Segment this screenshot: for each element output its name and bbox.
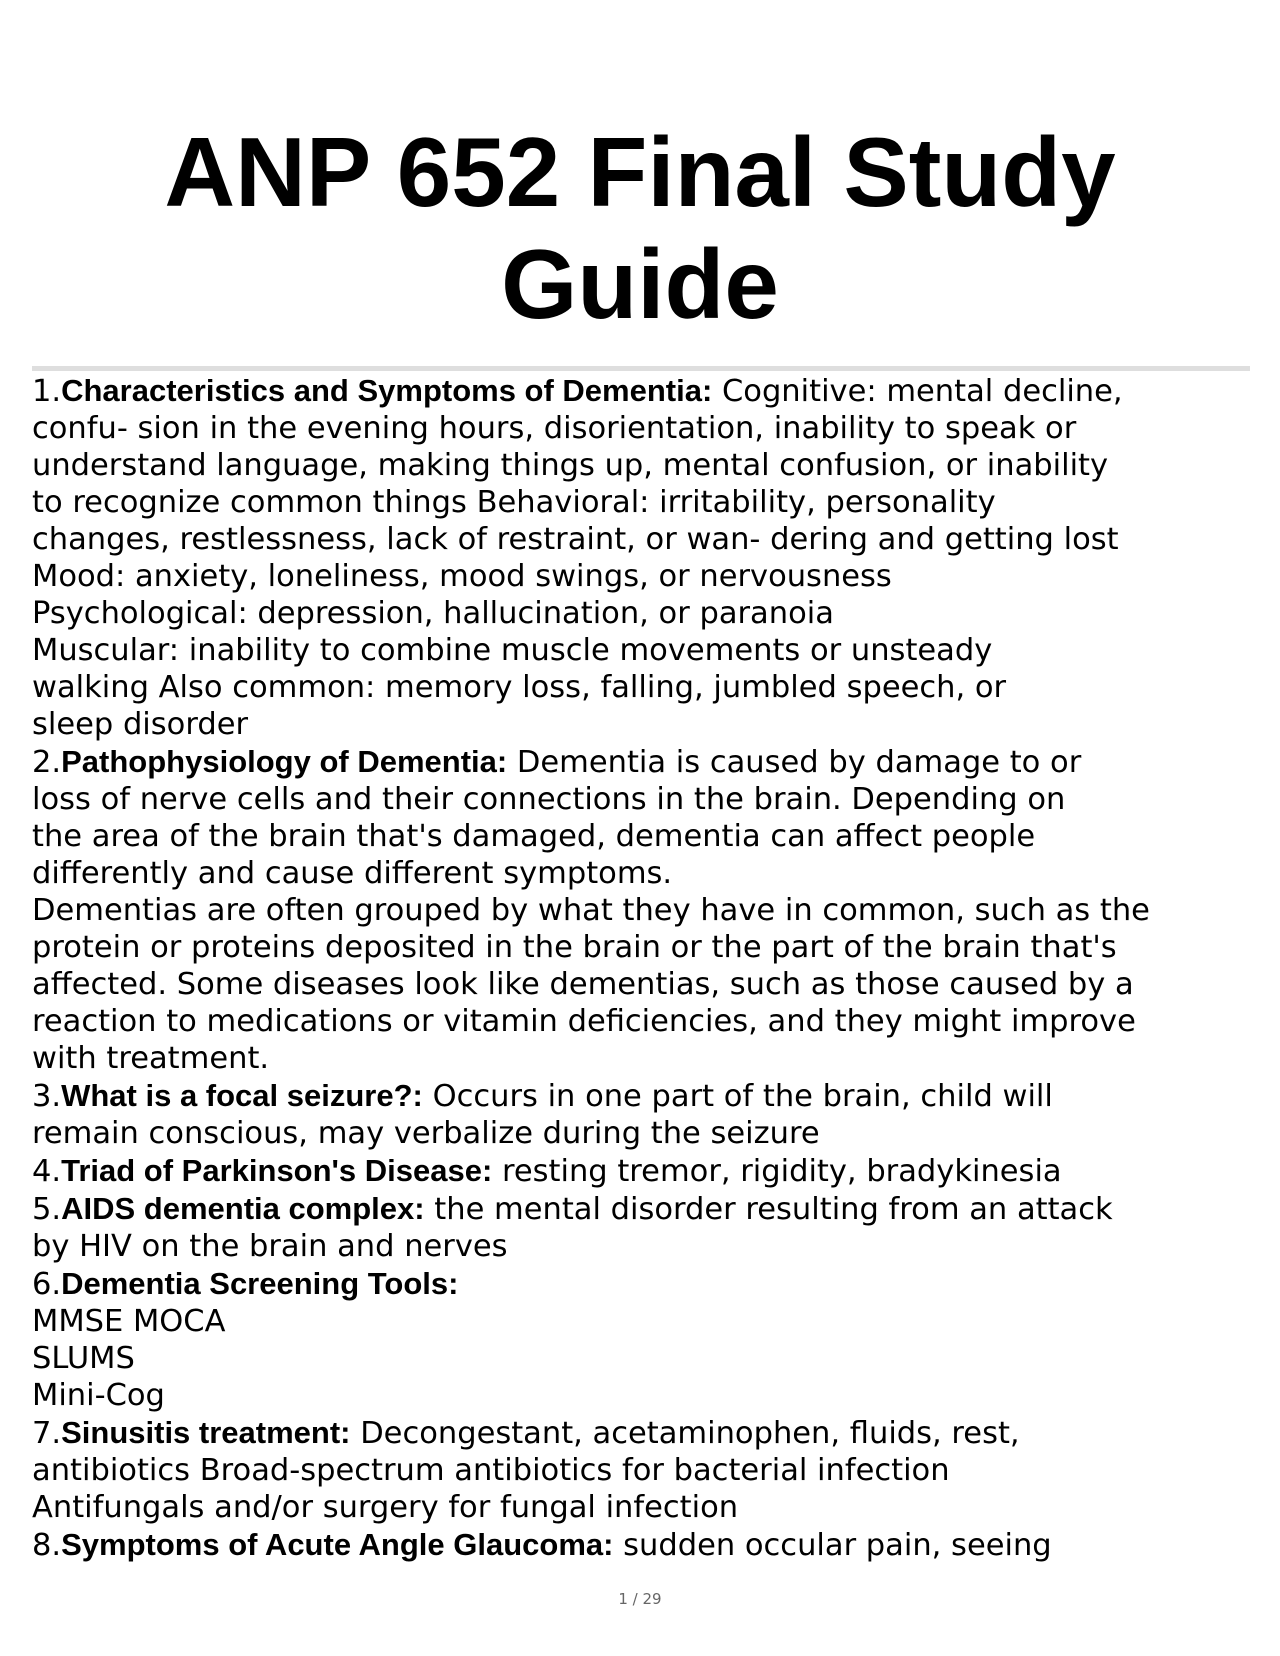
list-item <box>32 1190 1272 1265</box>
list-item-term: Pathophysiology of Dementia: <box>61 744 508 779</box>
list-item-text-line: by HIV on the brain and nerves <box>32 1229 508 1264</box>
list-item-text-line: Mood: anxiety, loneliness, mood swings, or nervousness <box>32 559 892 594</box>
list-item-text-line: Dementias are often grouped by what they have in common, such as the <box>32 893 1150 928</box>
list-item <box>32 1152 1272 1190</box>
list-item-text-line: Psychological: depression, hallucination, or paranoia <box>32 596 834 631</box>
list-item-text-line: Mini-Cog <box>32 1378 165 1413</box>
list-item-heading-line <box>32 372 1272 410</box>
list-item-text-line: confu- sion in the evening hours, disorientation, inability to speak or <box>32 411 1077 446</box>
page-indicator: 1 / 29 <box>618 1590 662 1608</box>
list-item-heading-line <box>32 1152 1272 1190</box>
list-item-text-line: loss of nerve cells and their connections in the brain. Depending on <box>32 782 1066 817</box>
study-guide-list <box>32 372 1272 1564</box>
list-item-number: 3. <box>32 1079 62 1114</box>
list-item-number: 8. <box>32 1528 62 1563</box>
list-item-text-line: protein or proteins deposited in the brain or the part of the brain that's <box>32 930 1117 965</box>
list-item-text-line: sleep disorder <box>32 707 249 742</box>
list-item-term: Dementia Screening Tools: <box>61 1266 459 1301</box>
list-item <box>32 743 1272 1077</box>
list-item-number: 4. <box>32 1154 62 1189</box>
list-item-heading-line <box>32 1414 1272 1452</box>
list-item-term: Symptoms of Acute Angle Glaucoma: <box>61 1527 614 1562</box>
title-line-2: Guide <box>501 229 779 339</box>
list-item-term: AIDS dementia complex: <box>61 1191 425 1226</box>
list-item-text-line: affected. Some diseases look like dementias, such as those caused by a <box>32 967 1134 1002</box>
list-item-number: 5. <box>32 1192 62 1227</box>
list-item <box>32 1077 1272 1152</box>
list-item-text-line: differently and cause different symptoms. <box>32 856 673 891</box>
list-item-text: Decongestant, acetaminophen, fluids, rest, <box>350 1416 1020 1451</box>
list-item-text: sudden occular pain, seeing <box>613 1528 1052 1563</box>
list-item-text-line: Muscular: inability to combine muscle movements or unsteady <box>32 633 993 668</box>
list-item-text-line: understand language, making things up, mental confusion, or inability <box>32 448 1109 483</box>
list-item-text-line: Antifungals and/or surgery for fungal infection <box>32 1490 739 1525</box>
list-item-text-line: changes, restlessness, lack of restraint, or wan- dering and getting lost <box>32 522 1119 557</box>
list-item <box>32 1414 1272 1526</box>
list-item-heading-line <box>32 1265 1272 1303</box>
list-item-text-line: the area of the brain that's damaged, dementia can affect people <box>32 819 1036 854</box>
list-item-text-line: MMSE MOCA <box>32 1304 226 1339</box>
document-title <box>100 116 1180 340</box>
list-item-number: 1. <box>32 374 62 409</box>
list-item-heading-line <box>32 743 1272 781</box>
list-item-number: 7. <box>32 1416 62 1451</box>
list-item <box>32 372 1272 743</box>
list-item-text-line: walking Also common: memory loss, falling, jumbled speech, or <box>32 670 1007 705</box>
list-item-heading-line <box>32 1526 1272 1564</box>
list-item-text-line: SLUMS <box>32 1341 135 1376</box>
title-line-1: ANP 652 Final Study <box>164 117 1116 227</box>
list-item-term: Triad of Parkinson's Disease: <box>61 1153 493 1188</box>
list-item-text: resting tremor, rigidity, bradykinesia <box>492 1154 1062 1189</box>
list-item-number: 2. <box>32 745 62 780</box>
list-item-heading-line <box>32 1077 1272 1115</box>
title-divider <box>32 366 1250 371</box>
list-item-text-line: with treatment. <box>32 1041 270 1076</box>
list-item-text: Cognitive: mental decline, <box>712 374 1123 409</box>
list-item-text: the mental disorder resulting from an attack <box>424 1192 1113 1227</box>
list-item-term: Sinusitis treatment: <box>61 1415 351 1450</box>
list-item-text-line: to recognize common things Behavioral: irritability, personality <box>32 485 996 520</box>
list-item <box>32 1526 1272 1564</box>
list-item-term: Characteristics and Symptoms of Dementia: <box>61 373 713 408</box>
list-item-text-line: reaction to medications or vitamin deficiencies, and they might improve <box>32 1004 1136 1039</box>
list-item <box>32 1265 1272 1414</box>
list-item-text: Occurs in one part of the brain, child will <box>422 1079 1053 1114</box>
list-item-text-line: antibiotics Broad-spectrum antibiotics for bacterial infection <box>32 1453 950 1488</box>
list-item-text: Dementia is caused by damage to or <box>507 745 1082 780</box>
list-item-text-line: remain conscious, may verbalize during the seizure <box>32 1116 820 1151</box>
list-item-number: 6. <box>32 1267 62 1302</box>
list-item-heading-line <box>32 1190 1272 1228</box>
list-item-term: What is a focal seizure?: <box>61 1078 423 1113</box>
